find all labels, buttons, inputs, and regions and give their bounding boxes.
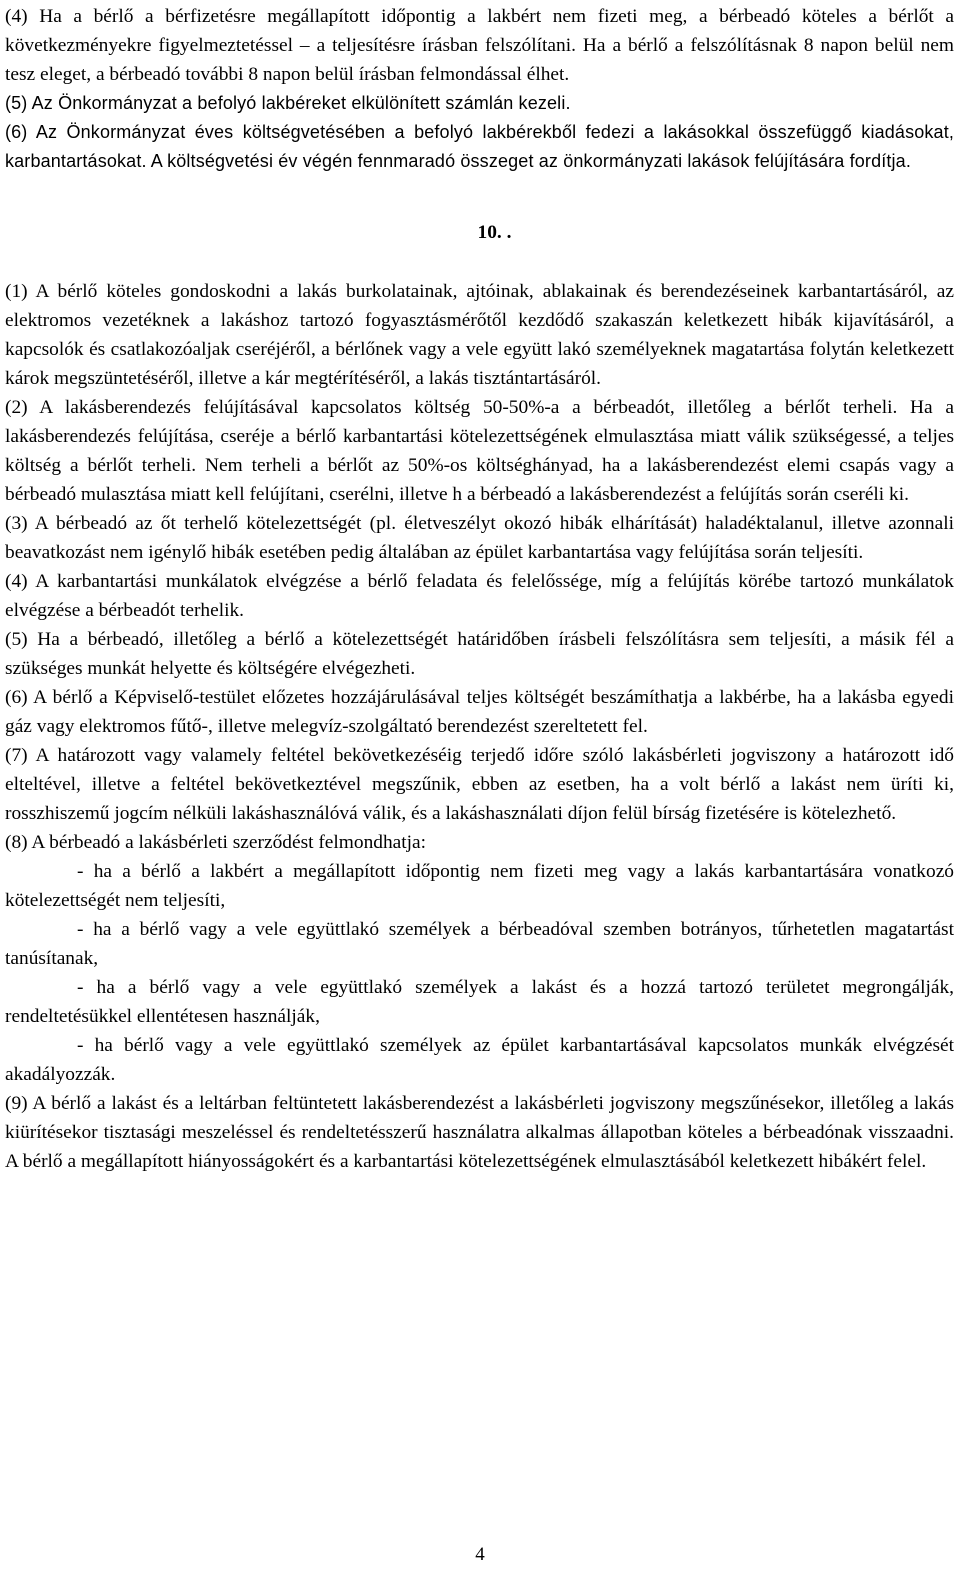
paragraph-budget-usage: (6) Az Önkormányzat éves költségvetésében a befolyó lakbérekből fedezi a lakásokkal összefüggő kiadásokat, karbantartásokat. A költségvetési év végén fennmaradó összeget az önkormányzati lakások felújítására fordítja. xyxy=(5,122,954,171)
document-page xyxy=(5,0,954,1176)
paragraph-rent-nonpayment: (4) Ha a bérlő a bérfizetésre megállapított időpontig a lakbért nem fizeti meg, a bérbeadó köteles a bérlőt a következményekre figyelmeztetéssel – a teljesítésre írásban felszólítani. Ha a bérlő a felszólításnak 8 napon belül nem tesz eleget, a bérbeadó további 8 napon belül írásban felmondással élhet. xyxy=(5,6,954,85)
list-item: - ha a bérlő vagy a vele együttlakó személyek a bérbeadóval szemben botrányos, tűrhetetlen magatartást tanúsítanak, xyxy=(5,919,954,969)
list-item: - ha bérlő vagy a vele együttlakó személyek az épület karbantartásával kapcsolatos munkák elvégzését akadályozzák. xyxy=(5,1035,954,1085)
list-item: - ha a bérlő a lakbért a megállapított időpontig nem fizeti meg vagy a lakás karbantartására vonatkozó kötelezettségét nem teljesíti, xyxy=(5,861,954,911)
paragraph-return-of-flat: (9) A bérlő a lakást és a leltárban feltüntetett lakásberendezést a lakásbérleti jogviszony megszűnésekor, illetőleg a lakás kiürítésekor tisztasági meszeléssel és rendeltetésszerű használatra alkalmas állapotban köteles a bérbeadónak visszaadni. A bérlő a megállapított hiányosságokért és a karbantartási kötelezettségének elmulasztásából keletkezett hibákért felel. xyxy=(5,1093,954,1172)
paragraph-written-notice: (5) Ha a bérbeadó, illetőleg a bérlő a kötelezettségét határidőben írásbeli felszólításra sem teljesíti, a másik fél a szükséges munkát helyette és költségére elvégezheti. xyxy=(5,629,954,679)
section-heading: 10. . xyxy=(477,222,512,243)
paragraph-fixed-term-lease: (7) A határozott vagy valamely feltétel bekövetkezéséig terjedő időre szóló lakásbérleti jogviszony a határozott idő elteltével, illetve a feltétel bekövetkeztével megszűnik, ebben az esetben, ha a volt bérlő a lakást nem üríti ki, rosszhiszemű jogcím nélküli lakáshasználóvá válik, és a lakáshasználati díjon felül bírság fizetésére is kötelezhető. xyxy=(5,745,954,824)
paragraph-landlord-obligations: (3) A bérbeadó az őt terhelő kötelezettségét (pl. életveszélyt okozó hibák elhárítását) haladéktalanul, illetve azonnali beavatkozást nem igénylő hibák esetében pedig általában az épület karbantartása vagy felújítása során teljesíti. xyxy=(5,513,954,563)
page-number: 4 xyxy=(475,1544,485,1565)
paragraph-maintenance-responsibility: (4) A karbantartási munkálatok elvégzése a bérlő feladata és felelőssége, míg a felújítás körébe tartozó munkálatok elvégzése a bérbeadót terhelik. xyxy=(5,571,954,621)
paragraph-heating-equipment: (6) A bérlő a Képviselő-testület előzetes hozzájárulásával teljes költségét beszámíthatja a lakbérbe, ha a lakásba egyedi gáz vagy elektromos fűtő-, illetve melegvíz-szolgáltató berendezést szereltetett fel. xyxy=(5,687,954,737)
list-item: - ha a bérlő vagy a vele együttlakó személyek a lakást és a hozzá tartozó területet megrongálják, rendeltetésükkel ellentétesen használják, xyxy=(5,977,954,1027)
paragraph-termination-intro: (8) A bérbeadó a lakásbérleti szerződést felmondhatja: xyxy=(5,832,427,853)
paragraph-separate-account: (5) Az Önkormányzat a befolyó lakbéreket elkülönített számlán kezeli. xyxy=(5,93,571,113)
paragraph-tenant-maintenance: (1) A bérlő köteles gondoskodni a lakás burkolatainak, ajtóinak, ablakainak és berendezéseinek karbantartásáról, az elektromos vezetéknek a lakáshoz tartozó fogyasztásmérőtől kezdődő szakaszán keletkezett hibák kijavításáról, a kapcsolók és csatlakozóaljak cseréjéről, a bérlőnek vagy a vele együtt lakó személyeknek magatartása folytán keletkezett károk megszüntetéséről, illetve a kár megtérítéséről, a lakás tisztántartásáról. xyxy=(5,281,954,389)
paragraph-renovation-costs: (2) A lakásberendezés felújításával kapcsolatos költség 50-50%-a a bérbeadót, illetőleg a bérlőt terheli. Ha a lakásberendezés felújítása, cseréje a bérlő karbantartási kötelezettségének elmulasztása miatt válik szükségessé, a teljes költség a bérlőt terheli. Nem terheli a bérlőt az 50%-os költséghányad, ha a lakásberendezést elemi csapás vagy a bérbeadó mulasztása miatt kell felújítani, cserélni, illetve h a bérbeadó a lakásberendezést a felújítás során cseréli ki. xyxy=(5,397,954,505)
